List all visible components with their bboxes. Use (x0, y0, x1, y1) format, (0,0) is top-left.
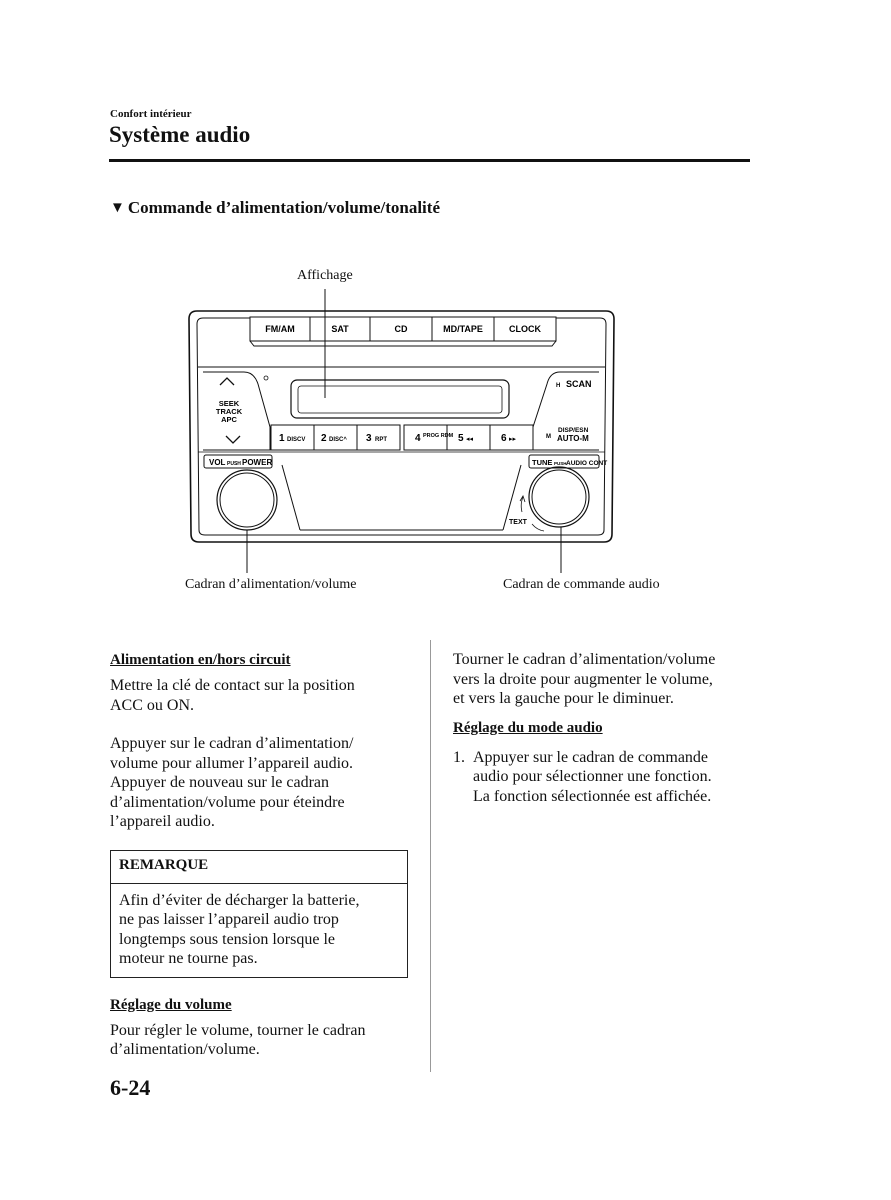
auto-m-label[interactable]: AUTO-M (557, 434, 589, 443)
volume-paragraph (110, 1021, 410, 1060)
top-button-row (250, 317, 556, 346)
preset-2-sub: DISC^ (329, 437, 347, 443)
note-box (110, 850, 408, 978)
text-line: volume pour allumer l’appareil audio. (110, 754, 354, 772)
volume-direction-paragraph (453, 650, 753, 709)
top-button-base (250, 341, 556, 346)
preset-4-sub: PROG RDM (423, 433, 454, 439)
text-line: Appuyer de nouveau sur le cadran (110, 774, 330, 791)
preset-3-sub: RPT (375, 437, 387, 443)
push-label-right: PUSH (554, 461, 567, 466)
power-label: POWER (242, 458, 273, 467)
audio-control-callout: Cadran de commande audio (503, 577, 660, 592)
text-line: ACC ou ON. (110, 696, 195, 714)
volume-knob-inner[interactable] (220, 473, 274, 527)
preset-2-num: 2 (321, 433, 327, 444)
text-line: d’alimentation/volume. (110, 1041, 260, 1058)
preset-4-num: 4 (415, 433, 421, 444)
step-1 (453, 748, 753, 807)
page-title: Système audio (109, 122, 251, 147)
preset-6-num: 6 (501, 433, 507, 444)
display-callout: Affichage (297, 268, 353, 283)
push-label-left: PUSH (227, 461, 241, 467)
power-volume-callout: Cadran d’alimentation/volume (185, 577, 357, 592)
text-line: d’alimentation/volume pour éteindre (110, 793, 345, 811)
text-line: et vers la gauche pour le diminuer. (453, 690, 674, 707)
track-label: TRACK (215, 407, 243, 416)
power-onoff-heading: Alimentation en/hors circuit (110, 652, 291, 668)
preset-1-sub: DISCV (287, 437, 306, 443)
text-line: moteur ne tourne pas. (119, 950, 258, 967)
vol-label: VOL (209, 458, 226, 467)
text-line: l’appareil audio. (110, 813, 215, 830)
text-arrow-down-icon (532, 524, 544, 531)
triangle-marker-icon: ▼ (110, 199, 125, 216)
preset-button-row (271, 425, 533, 450)
step-number: 1. (453, 748, 465, 766)
column-divider (430, 640, 431, 1072)
text-label: TEXT (509, 519, 527, 526)
chapter-label: Confort intérieur (110, 108, 192, 120)
m-label: M (546, 434, 551, 440)
audio-cont-label: AUDIO CONT (566, 460, 608, 467)
text-line: Afin d’éviter de décharger la batterie, (119, 891, 360, 909)
unit-inner-frame (197, 318, 606, 535)
scan-label[interactable]: SCAN (566, 379, 592, 389)
text-line: Appuyer sur le cadran d’alimentation/ (110, 735, 354, 752)
disp-esn-label[interactable]: DISP/ESN (558, 427, 589, 434)
right-column (453, 650, 753, 806)
clock-label: CLOCK (509, 324, 541, 334)
text-line: ne pas laisser l’appareil audio trop (119, 911, 339, 928)
text-line: audio pour sélectionner une fonction. (473, 768, 712, 785)
sat-label: SAT (331, 324, 349, 334)
preset-1-num: 1 (279, 433, 285, 444)
seek-down-icon[interactable] (226, 436, 240, 443)
text-line: Mettre la clé de contact sur la position (110, 677, 355, 694)
text-line: Tourner le cadran d’alimentation/volume (453, 651, 716, 668)
preset-5-sub: ◂◂ (466, 436, 474, 443)
audio-knob-inner[interactable] (532, 470, 586, 524)
power-onoff-paragraph-1 (110, 676, 410, 715)
md-tape-label: MD/TAPE (443, 324, 483, 334)
audio-knob-outer[interactable] (529, 467, 589, 527)
note-body (111, 884, 407, 977)
preset-5-num: 5 (458, 433, 464, 444)
fm-am-label: FM/AM (265, 324, 295, 334)
indicator-led (264, 376, 268, 380)
text-line: Appuyer sur le cadran de commande (473, 748, 709, 766)
power-onoff-paragraph-2 (110, 734, 410, 832)
left-column (110, 650, 410, 1060)
step-text (473, 748, 712, 807)
h-label: H (556, 383, 561, 389)
preset-6-sub: ▸▸ (509, 436, 517, 443)
page-number: 6-24 (110, 1075, 151, 1100)
text-line: vers la droite pour augmenter le volume, (453, 670, 713, 688)
volume-knob-outer[interactable] (217, 470, 277, 530)
seek-up-icon[interactable] (220, 378, 234, 385)
display-inner (298, 386, 502, 413)
slot-left-edge (282, 465, 300, 530)
cd-label: CD (394, 324, 408, 334)
preset-3-num: 3 (366, 433, 372, 444)
tune-label: TUNE (532, 458, 553, 467)
text-line: Pour régler le volume, tourner le cadran (110, 1021, 366, 1039)
seek-label: SEEK (218, 399, 240, 408)
volume-heading: Réglage du volume (110, 996, 232, 1013)
audio-mode-heading: Réglage du mode audio (453, 719, 603, 736)
text-line: longtemps sous tension lorsque le (119, 930, 335, 948)
text-line: La fonction sélectionnée est affichée. (473, 787, 712, 805)
apc-label: APC (221, 415, 237, 424)
note-title: REMARQUE (111, 851, 407, 884)
section-title: Commande d’alimentation/volume/tonalité (127, 198, 440, 217)
